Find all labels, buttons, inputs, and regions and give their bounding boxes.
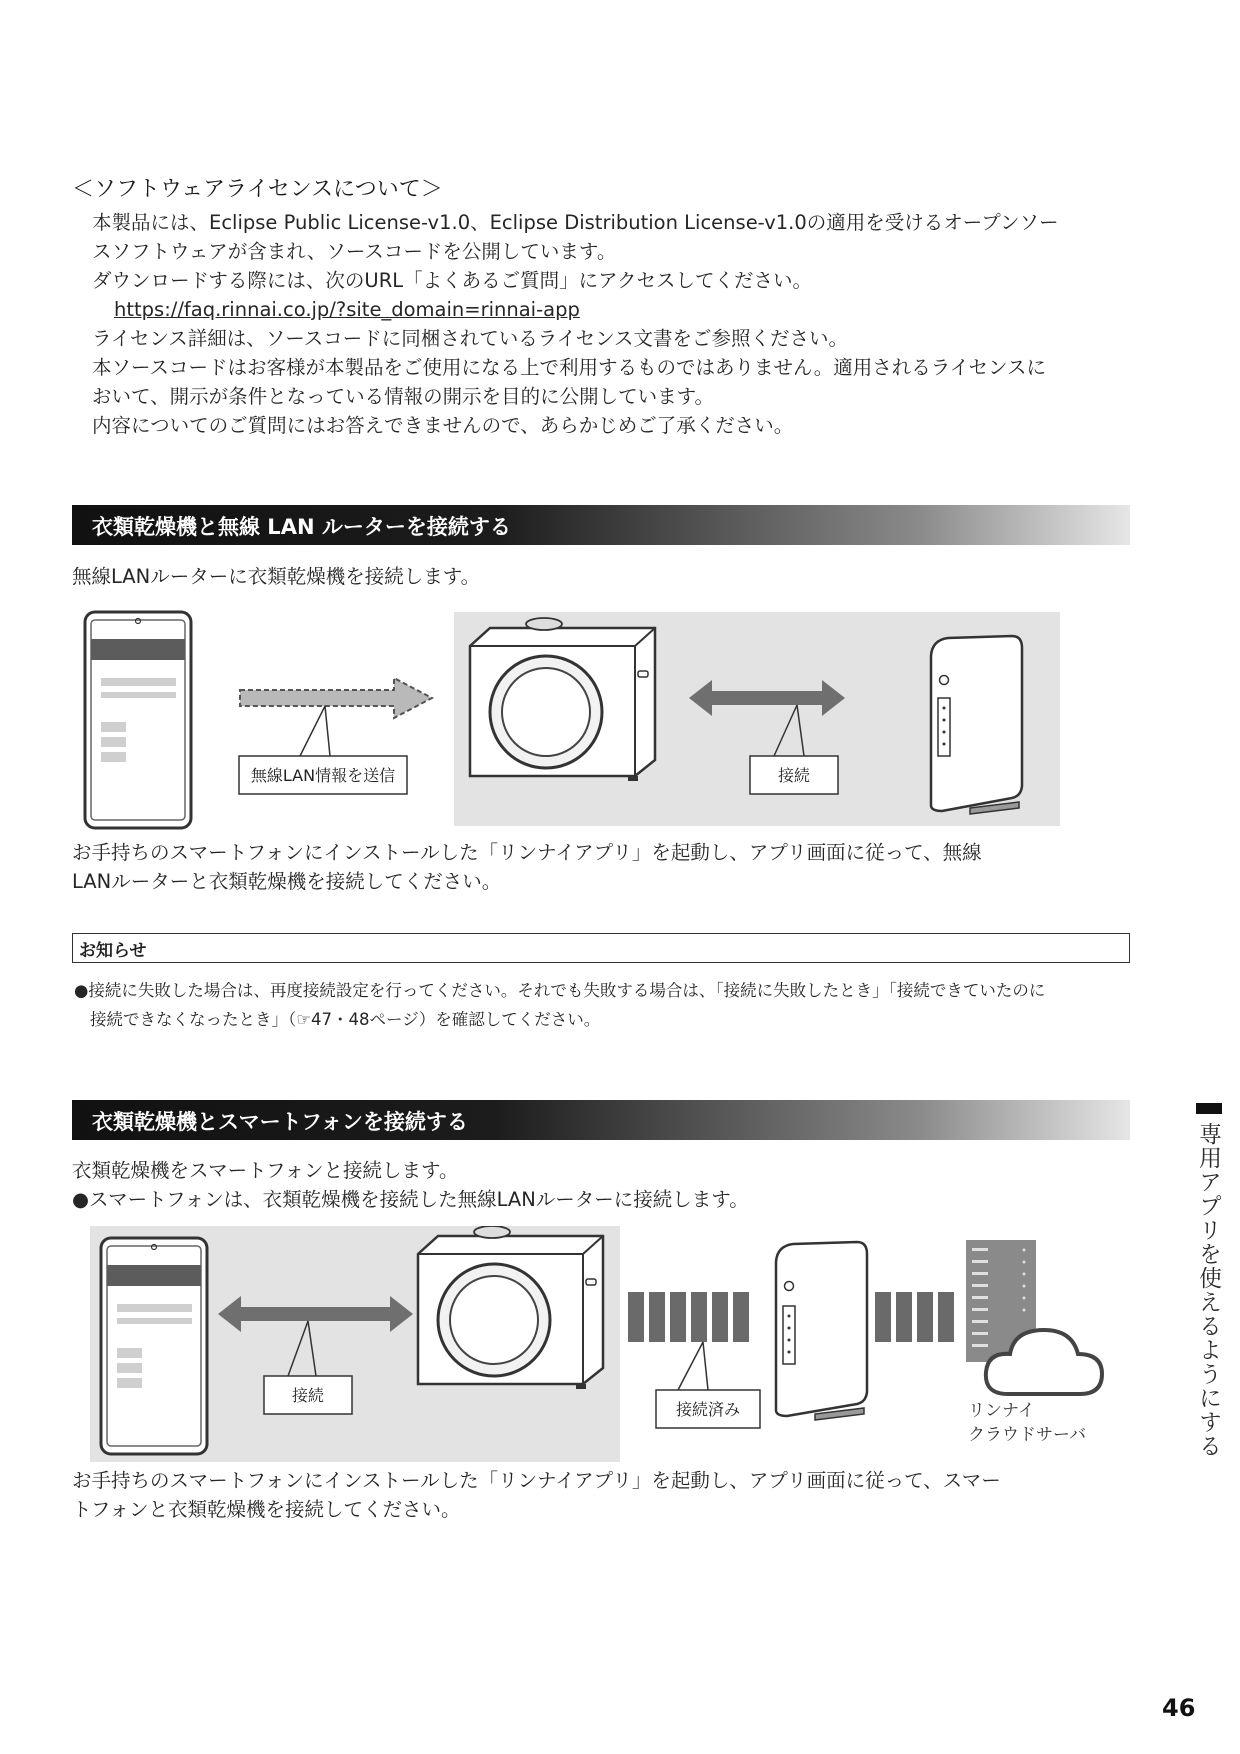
license-line: ダウンロードする際には、次のURL「よくあるご質問」にアクセスしてください。 — [92, 269, 813, 292]
section1-body-line: お手持ちのスマートフォンにインストールした「リンナイアプリ」を起動し、アプリ画面に従って、無線 — [72, 841, 982, 864]
connect-label: 接続 — [777, 766, 811, 785]
smartphone-icon — [101, 1238, 207, 1454]
section2-heading: 衣類乾燥機とスマートフォンを接続する — [92, 1110, 468, 1134]
cloud-connection-diagram — [88, 1226, 1118, 1466]
cloud-label-1: リンナイ — [968, 1401, 1035, 1421]
notice-line: ●接続に失敗した場合は、再度接続設定を行ってください。それでも失敗する場合は、「接続に失敗したとき」「接続できていたのに — [74, 981, 1046, 1000]
section1-intro: 無線LANルーターに衣類乾燥機を接続します。 — [72, 565, 481, 588]
dryer-icon — [470, 618, 655, 781]
license-line: スソフトウェアが含まれ、ソースコードを公開しています。 — [92, 240, 617, 263]
connect-label: 接続 — [291, 1386, 325, 1405]
notice-text — [74, 976, 1045, 1034]
connected-label: 接続済み — [675, 1400, 741, 1419]
section1-heading-bar — [72, 505, 1130, 545]
router-icon — [931, 636, 1022, 814]
router-icon — [776, 1242, 867, 1420]
license-line: 本製品には、Eclipse Public License-v1.0、Eclipse Distribution License-v1.0の適用を受けるオープンソー — [92, 211, 1059, 234]
dryer-icon — [418, 1226, 603, 1389]
send-callout-line — [325, 706, 330, 756]
cloud-label-2: クラウドサーバ — [968, 1425, 1087, 1445]
license-line: おいて、開示が条件となっている情報の開示を目的に公開しています。 — [92, 385, 715, 408]
connected-callout-line — [678, 1342, 703, 1390]
license-url-link[interactable]: https://faq.rinnai.co.jp/?site_domain=rinnai-app — [114, 298, 580, 321]
network-link-icon — [875, 1292, 954, 1342]
section2-body-line: トフォンと衣類乾燥機を接続してください。 — [72, 1498, 461, 1521]
smartphone-icon — [85, 612, 191, 828]
section2-intro — [72, 1156, 749, 1214]
notice-box — [72, 933, 1130, 963]
section1-heading: 衣類乾燥機と無線 LAN ルーターを接続する — [92, 515, 511, 539]
license-line: 内容についてのご質問にはお答えできませんので、あらかじめご了承ください。 — [92, 414, 794, 437]
send-arrow-icon — [240, 678, 432, 718]
send-label: 無線LAN情報を送信 — [250, 766, 396, 785]
side-tab-label: 専用アプリを使えるようにする — [1195, 1122, 1221, 1458]
license-heading: ＜ソフトウェアライセンスについて＞ — [72, 177, 443, 202]
network-link-icon — [628, 1292, 749, 1342]
license-line: ライセンス詳細は、ソースコードに同梱されているライセンス文書をご参照ください。 — [92, 327, 849, 350]
section2-intro-line: 衣類乾燥機をスマートフォンと接続します。 — [72, 1159, 459, 1182]
license-body — [92, 208, 1059, 440]
page-number: 46 — [1162, 1694, 1196, 1722]
send-callout-line — [300, 706, 325, 756]
section1-body-line: LANルーターと衣類乾燥機を接続してください。 — [72, 870, 502, 893]
router-connection-diagram — [72, 606, 1072, 832]
license-line: 本ソースコードはお客様が本製品をご使用になる上で利用するものではありません。適用されるライセンスに — [92, 356, 1046, 379]
section2-body-line: お手持ちのスマートフォンにインストールした「リンナイアプリ」を起動し、アプリ画面に従って、スマー — [72, 1469, 1001, 1492]
side-tab-marker — [1196, 1103, 1222, 1114]
section2-intro-line: ●スマートフォンは、衣類乾燥機を接続した無線LANルーターに接続します。 — [72, 1188, 749, 1211]
section2-heading-bar — [72, 1100, 1130, 1140]
notice-line: 接続できなくなったとき」（☞47・48ページ）を確認してください。 — [90, 1010, 601, 1029]
section2-body — [72, 1466, 1001, 1524]
section1-body — [72, 838, 982, 896]
notice-title: お知らせ — [79, 941, 147, 961]
connected-callout-line — [703, 1342, 708, 1390]
